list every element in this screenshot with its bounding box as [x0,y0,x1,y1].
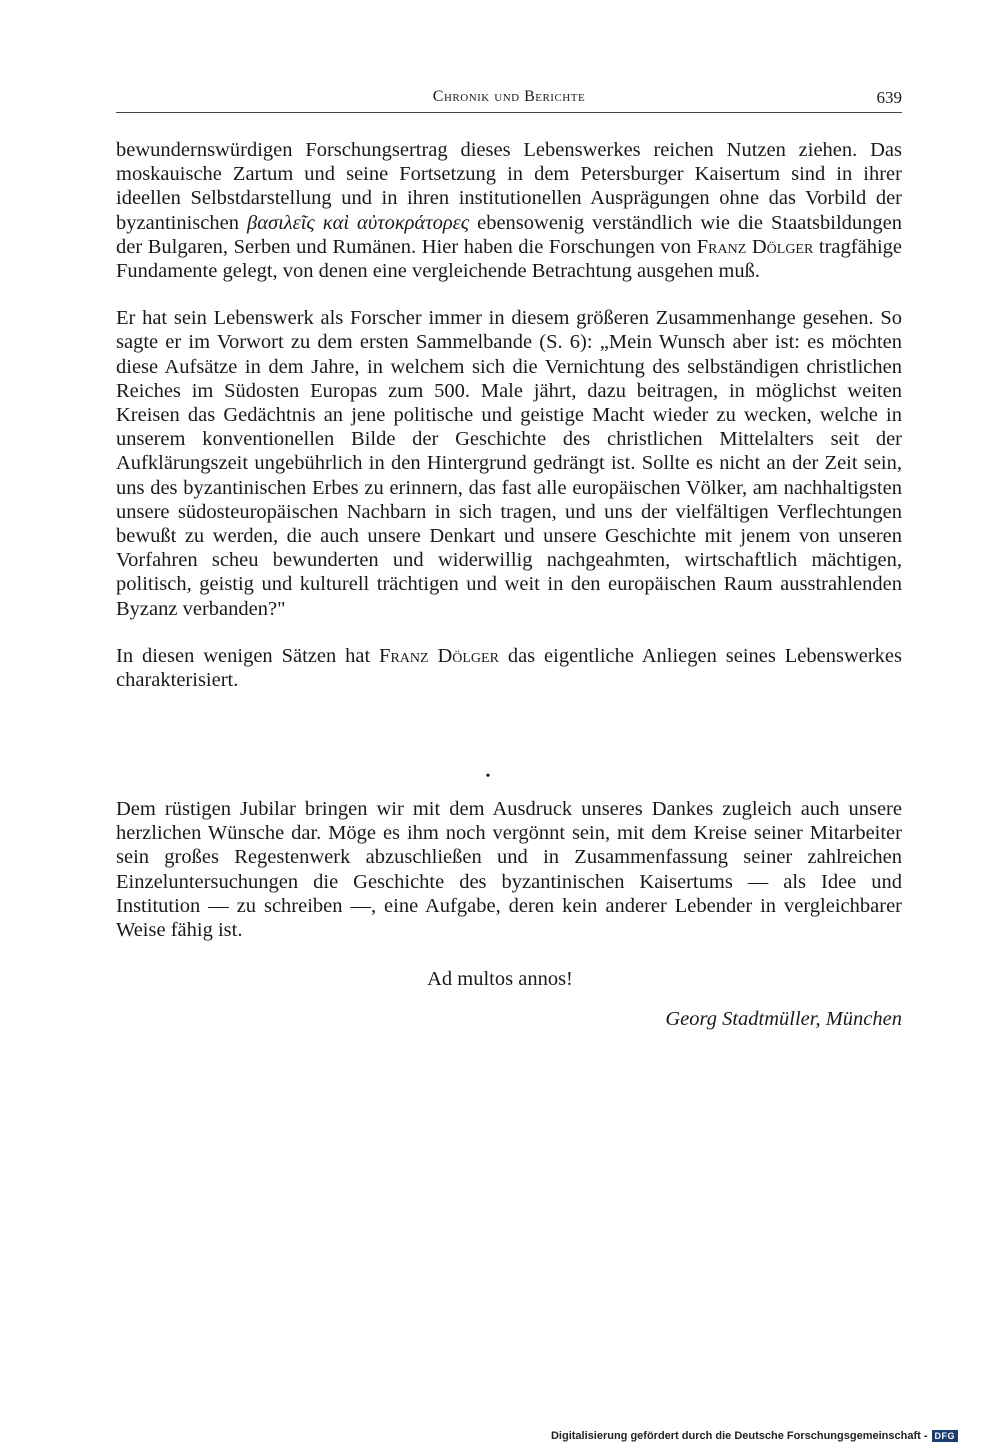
greek-phrase: βασιλεῖς καὶ αὐτοκράτορες [246,211,470,234]
paragraph-1-text-c: tragfähige Fundamente gelegt, von denen eine vergleichende Betrachtung ausgehen muß. [116,235,903,283]
footer-credit-text: Digitalisierung gefördert durch die Deutsche Forschungsgemeinschaft - [550,1430,928,1442]
signature: Georg Stadtmüller, München [665,1008,902,1030]
dfg-logo: DFG [932,1430,959,1442]
author-name: Franz Dölger [379,644,499,667]
body-text [116,138,902,715]
paragraph-3 [116,644,902,692]
paragraph-1 [116,138,902,283]
footer-credit [551,1428,958,1444]
header-rule [116,112,902,113]
paragraph-4: Dem rüstigen Jubilar bringen wir mit dem Ausdruck unseres Dankes zugleich auch unsere herzlichen Wünsche dar. Möge es ihm noch vergönnt sein, mit dem Kreise seiner Mitarbeiter sein großes Regestenwerk abzuschließen und in Zusammenfassung seiner zahlreichen Einzeluntersuchungen die Geschichte des byzantinischen Kaisertums — als Idee und Institution — zu schreiben —, eine Aufgabe, deren kein anderer Lebender in vergleichbarer Weise fähig ist. [116,798,902,942]
paragraph-2: Er hat sein Lebenswerk als Forscher immer in diesem größeren Zusammenhange gesehen. So sagte er im Vorwort zu dem ersten Sammelbande (S. 6): „Mein Wunsch aber ist: es möchten diese Aufsätze in dem Jahre, in welchem sich die Vernichtung des selbständigen christlichen Reiches im Südosten Europas zum 500. Male jährt, dazu beitragen, in möglichst weiten Kreisen das Gedächtnis an jene politische und geistige Macht wieder zu wecken, welche in unserem konventionellen Bilde der Geschichte des christlichen Mittelalters seit der Aufklärungszeit ungebührlich in den Hintergrund gedrängt ist. Sollte es nicht an der Zeit sein, uns des byzantinischen Erbes zu erinnern, das fast alle europäischen Völker, am nachhaltigsten unsere südosteuropäischen Nachbarn in sich tragen, und uns der vielfältigen Verflechtungen bewußt zu werden, die auch unsere Denkart und unsere Geschichte mit jenem von unseren Vorfahren scheu bewunderten und widerwillig nachgeahmten, wirtschaftlich mächtigen, politisch, geistig und kulturell trächtigen und weit in den europäischen Raum ausstrahlenden Byzanz verbanden?" [116,307,902,620]
farewell: Ad multos annos! [427,968,573,990]
page-number: 639 [876,88,902,107]
paragraph-1-text-a: bewundernswürdigen Forschungsertrag dieses Lebenswerkes reichen Nutzen ziehen. Das moskauische Zartum und seine Fortsetzung in dem Petersburger Kaisertum sind in ihrer ideellen Selbstdarstellung und in ihren institutionellen Ausprägungen ohne das Vorbild der byzantinischen [116,139,902,234]
closing-section [116,797,902,942]
section-separator: • [485,769,491,784]
paragraph-1-text-b: ebensowenig verständlich wie die Staatsbildungen der Bulgaren, Serben und Rumänen. Hier haben die Forschungen von [116,211,902,258]
author-name: Franz Dölger [696,235,814,258]
running-header [116,88,902,112]
header-title: Chronik und Berichte [432,88,586,105]
paragraph-3-text-a: In diesen wenigen Sätzen hat [116,644,380,667]
paragraph-3-text-b: das eigentliche Anliegen seines Lebenswerkes charakterisiert. [116,644,902,692]
